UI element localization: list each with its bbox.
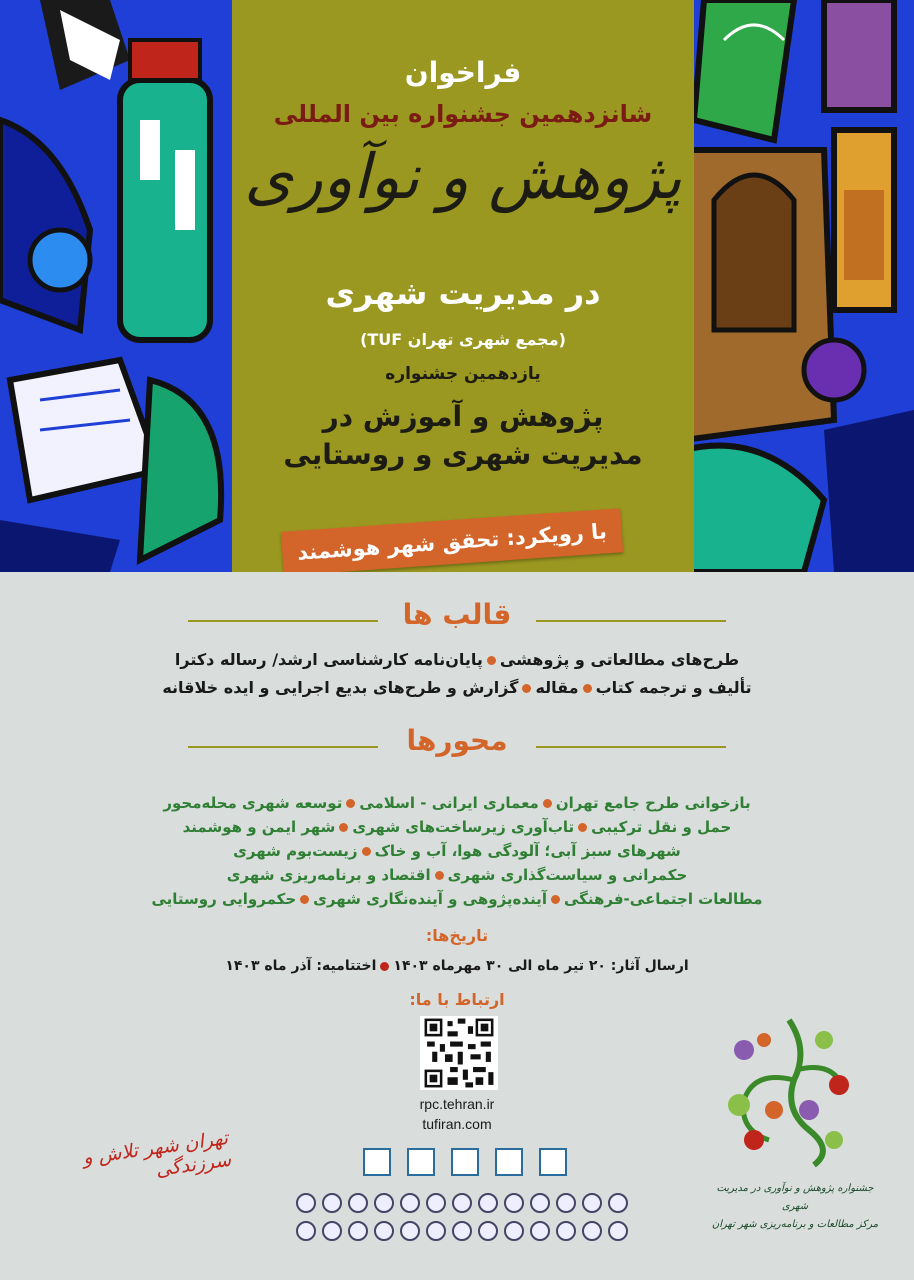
partner-logo bbox=[348, 1193, 368, 1213]
website-link-rpc[interactable]: rpc.tehran.ir bbox=[419, 1096, 495, 1112]
axes-row bbox=[0, 818, 914, 836]
partner-logo bbox=[504, 1193, 524, 1213]
partner-logos-row-2 bbox=[292, 1220, 632, 1241]
axes-row bbox=[0, 890, 914, 908]
festival-title-script: پژوهش و نوآوری bbox=[244, 140, 682, 213]
emblem-caption-line-1: جشنواره پژوهش و نوآوری در مدیریت شهری bbox=[716, 1183, 874, 1212]
title-panel bbox=[232, 0, 694, 572]
axis-item: تاب‌آوری زیرساخت‌های شهری bbox=[352, 818, 575, 836]
axes-row bbox=[0, 866, 914, 884]
partner-logo bbox=[451, 1148, 479, 1176]
partner-logo bbox=[322, 1193, 342, 1213]
research-line-2: مدیریت شهری و روستایی bbox=[283, 438, 643, 471]
partner-logo bbox=[556, 1193, 576, 1213]
bullet-dot bbox=[551, 895, 560, 904]
partner-logo bbox=[478, 1221, 498, 1241]
partner-logo bbox=[400, 1221, 420, 1241]
research-education-heading bbox=[232, 398, 694, 474]
partner-logo bbox=[374, 1193, 394, 1213]
slogan-calligraphy: تهران شهر تلاش و سرزندگی bbox=[81, 1126, 233, 1182]
axis-item: زیست‌بوم شهری bbox=[233, 842, 358, 860]
axis-item: آینده‌پژوهی و آینده‌نگاری شهری bbox=[313, 890, 547, 908]
bullet-dot bbox=[435, 871, 444, 880]
emblem-caption bbox=[710, 1180, 880, 1234]
bullet-dot bbox=[300, 895, 309, 904]
axis-item: شهرهای سبز آبی؛ آلودگی هوا، آب و خاک bbox=[374, 842, 681, 860]
festival-heading: شانزدهمین جشنواره بین المللی bbox=[273, 100, 653, 128]
partner-logo bbox=[530, 1193, 550, 1213]
axis-item: بازخوانی طرح جامع تهران bbox=[555, 794, 751, 812]
eleventh-festival-label: یازدهمین جشنواره bbox=[385, 364, 541, 384]
dates-line bbox=[0, 958, 914, 974]
formats-line-2 bbox=[0, 678, 914, 697]
axes-row bbox=[0, 842, 914, 860]
partner-logo bbox=[582, 1193, 602, 1213]
partner-logo bbox=[452, 1193, 472, 1213]
axes-row bbox=[0, 794, 914, 812]
partner-logo bbox=[478, 1193, 498, 1213]
partner-logo bbox=[452, 1221, 472, 1241]
contact-title: ارتباط با ما: bbox=[409, 990, 505, 1009]
axis-item: توسعه شهری محله‌محور bbox=[163, 794, 343, 812]
submission-date: ارسال آثار: ۲۰ تیر ماه الی ۳۰ مهرماه ۱۴۰۳ bbox=[393, 958, 689, 974]
partner-logo bbox=[363, 1148, 391, 1176]
partner-logos-row-1 bbox=[292, 1192, 632, 1213]
call-heading: فراخوان bbox=[404, 56, 522, 89]
axis-item: حکمرانی و سیاست‌گذاری شهری bbox=[447, 866, 688, 884]
bullet-dot bbox=[346, 799, 355, 808]
dates-title: تاریخ‌ها: bbox=[425, 926, 489, 945]
partner-logo bbox=[407, 1148, 435, 1176]
forum-label: (مجمع شهری تهران TUF) bbox=[360, 330, 566, 349]
stained-glass-art-right bbox=[684, 0, 914, 572]
partner-logo bbox=[426, 1221, 446, 1241]
axes-title: محورها bbox=[406, 724, 508, 757]
formats-line-1 bbox=[0, 650, 914, 669]
format-item: پایان‌نامه کارشناسی ارشد/ رساله دکترا bbox=[174, 650, 483, 669]
partner-logo bbox=[400, 1193, 420, 1213]
partner-logo bbox=[530, 1221, 550, 1241]
bullet-dot bbox=[543, 799, 552, 808]
partner-logo bbox=[504, 1221, 524, 1241]
format-item: گزارش و طرح‌های بدیع اجرایی و ایده خلاقانه bbox=[162, 678, 519, 697]
format-item: طرح‌های مطالعاتی و پژوهشی bbox=[499, 650, 740, 669]
bullet-dot bbox=[578, 823, 587, 832]
partner-logo bbox=[495, 1148, 523, 1176]
partner-logo bbox=[296, 1221, 316, 1241]
bullet-dot bbox=[362, 847, 371, 856]
hero-banner bbox=[0, 0, 914, 572]
partner-logo bbox=[348, 1221, 368, 1241]
research-line-1: پژوهش و آموزش در bbox=[322, 400, 604, 433]
format-item: تألیف و ترجمه کتاب bbox=[595, 678, 752, 697]
partner-logo bbox=[608, 1193, 628, 1213]
stained-glass-art-left bbox=[0, 0, 240, 572]
partner-logo bbox=[539, 1148, 567, 1176]
bullet-dot bbox=[380, 962, 389, 971]
axis-item: حمل و نقل ترکیبی bbox=[591, 818, 732, 836]
qr-code[interactable] bbox=[420, 1016, 498, 1090]
closing-date: اختتامیه: آذر ماه ۱۴۰۳ bbox=[225, 958, 377, 974]
partner-logo bbox=[322, 1221, 342, 1241]
partner-logo bbox=[426, 1193, 446, 1213]
festival-subtitle: در مدیریت شهری bbox=[325, 274, 601, 312]
formats-title: قالب ها bbox=[402, 598, 512, 631]
partner-logo bbox=[556, 1221, 576, 1241]
bullet-dot bbox=[583, 684, 592, 693]
website-link-tuf[interactable]: tufiran.com bbox=[422, 1116, 492, 1132]
partner-logo bbox=[374, 1221, 394, 1241]
partner-logo bbox=[608, 1221, 628, 1241]
bullet-dot bbox=[487, 656, 496, 665]
format-item: مقاله bbox=[535, 678, 579, 697]
axis-item: معماری ایرانی - اسلامی bbox=[359, 794, 539, 812]
partner-logo bbox=[582, 1221, 602, 1241]
partner-logos-main bbox=[340, 1148, 590, 1180]
axis-item: حکمروایی روستایی bbox=[151, 890, 297, 908]
festival-emblem-icon bbox=[714, 1010, 864, 1170]
axis-item: مطالعات اجتماعی-فرهنگی bbox=[563, 890, 763, 908]
partner-logo bbox=[296, 1193, 316, 1213]
axis-item: اقتصاد و برنامه‌ریزی شهری bbox=[226, 866, 431, 884]
axis-item: شهر ایمن و هوشمند bbox=[182, 818, 336, 836]
approach-banner: با رویکرد: تحقق شهر هوشمند bbox=[281, 508, 623, 572]
bullet-dot bbox=[522, 684, 531, 693]
bullet-dot bbox=[339, 823, 348, 832]
emblem-caption-line-2: مرکز مطالعات و برنامه‌ریزی شهر تهران bbox=[711, 1219, 879, 1230]
